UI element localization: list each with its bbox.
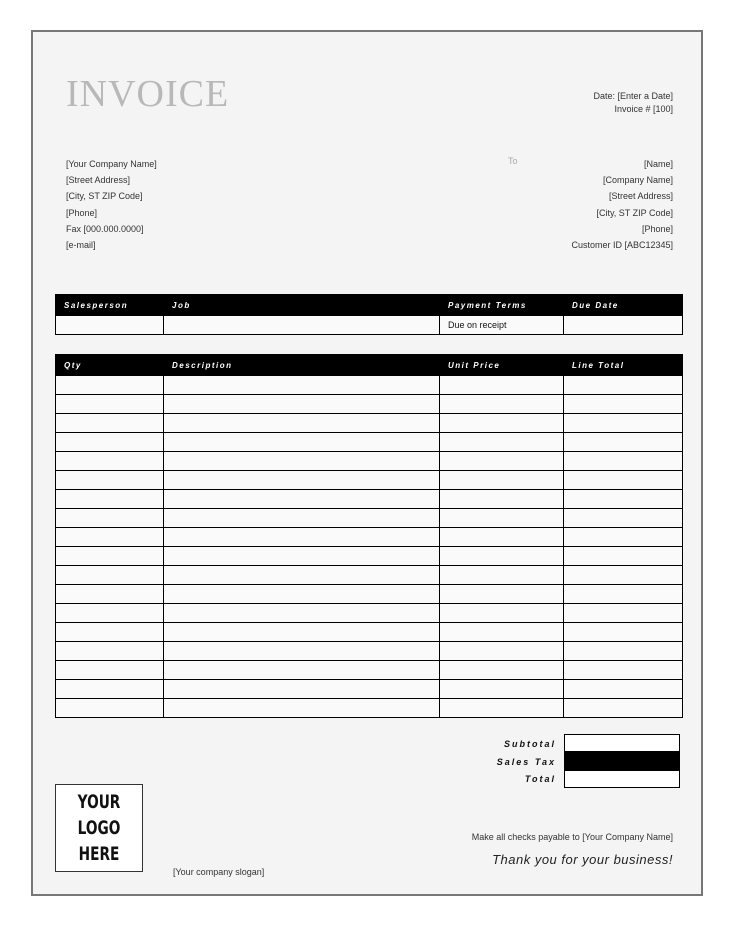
- date-field[interactable]: Date: [Enter a Date]: [593, 91, 673, 101]
- line-total-cell[interactable]: [564, 509, 683, 528]
- sender-city[interactable]: [City, ST ZIP Code]: [66, 191, 143, 202]
- unit-price-cell[interactable]: [440, 699, 564, 718]
- to-label: To: [508, 156, 518, 166]
- unit-price-cell[interactable]: [440, 661, 564, 680]
- sender-street[interactable]: [Street Address]: [66, 175, 131, 186]
- description-cell[interactable]: [164, 452, 440, 471]
- table-row: [56, 566, 683, 585]
- table-row: [56, 604, 683, 623]
- description-cell[interactable]: [164, 547, 440, 566]
- items-header-row: [56, 355, 683, 376]
- table-row: [56, 661, 683, 680]
- unit-price-cell[interactable]: [440, 623, 564, 642]
- description-cell[interactable]: [164, 623, 440, 642]
- description-cell[interactable]: [164, 376, 440, 395]
- table-row: [56, 528, 683, 547]
- description-cell[interactable]: [164, 680, 440, 699]
- due-date-cell[interactable]: [564, 316, 683, 335]
- line-total-cell[interactable]: [564, 528, 683, 547]
- line-total-cell[interactable]: [564, 547, 683, 566]
- totals-labels: [463, 736, 556, 789]
- unit-price-cell[interactable]: [440, 528, 564, 547]
- qty-cell[interactable]: [56, 395, 164, 414]
- line-total-cell[interactable]: [564, 433, 683, 452]
- payment-terms-cell[interactable]: Due on receipt: [440, 316, 564, 335]
- table-row: [56, 623, 683, 642]
- qty-cell[interactable]: [56, 509, 164, 528]
- table-row: [56, 414, 683, 433]
- table-row: [56, 680, 683, 699]
- qty-cell[interactable]: [56, 699, 164, 718]
- recipient-city[interactable]: [City, ST ZIP Code]: [596, 207, 673, 218]
- logo-line-1: YOUR LOGO: [77, 791, 121, 839]
- line-total-cell[interactable]: [564, 376, 683, 395]
- description-cell[interactable]: [164, 471, 440, 490]
- description-cell[interactable]: [164, 604, 440, 623]
- qty-cell[interactable]: [56, 547, 164, 566]
- unit-price-header: Unit Price: [440, 355, 564, 376]
- qty-cell[interactable]: [56, 642, 164, 661]
- table-row: [56, 452, 683, 471]
- sender-phone[interactable]: [Phone]: [66, 207, 98, 218]
- qty-cell[interactable]: [56, 414, 164, 433]
- line-total-cell[interactable]: [564, 395, 683, 414]
- table-row: [56, 509, 683, 528]
- line-total-cell[interactable]: [564, 623, 683, 642]
- unit-price-cell[interactable]: [440, 452, 564, 471]
- unit-price-cell[interactable]: [440, 395, 564, 414]
- due-date-header: Due Date: [564, 295, 683, 316]
- sales-tax-cell[interactable]: [564, 752, 680, 770]
- unit-price-cell[interactable]: [440, 433, 564, 452]
- table-row: [56, 547, 683, 566]
- description-cell[interactable]: [164, 699, 440, 718]
- recipient-block: [571, 156, 673, 253]
- qty-cell[interactable]: [56, 623, 164, 642]
- logo-line-2: HERE: [78, 843, 120, 865]
- sender-company[interactable]: [Your Company Name]: [66, 159, 157, 169]
- checks-payable-note: Make all checks payable to [Your Company Name]: [471, 832, 673, 842]
- line-total-cell[interactable]: [564, 490, 683, 509]
- salesperson-header: Salesperson: [56, 295, 164, 316]
- description-cell[interactable]: [164, 395, 440, 414]
- qty-cell[interactable]: [56, 585, 164, 604]
- line-total-cell[interactable]: [564, 604, 683, 623]
- qty-cell[interactable]: [56, 661, 164, 680]
- table-row: [56, 395, 683, 414]
- invoice-number-field[interactable]: Invoice # [100]: [614, 104, 673, 114]
- table-row: [56, 642, 683, 661]
- table-row: [56, 376, 683, 395]
- line-total-cell[interactable]: [564, 566, 683, 585]
- description-cell[interactable]: [164, 490, 440, 509]
- table-row: [56, 471, 683, 490]
- job-cell[interactable]: [164, 316, 440, 335]
- recipient-company[interactable]: [Company Name]: [602, 175, 673, 186]
- description-cell[interactable]: [164, 414, 440, 433]
- customer-id[interactable]: Customer ID [ABC12345]: [571, 240, 673, 251]
- payment-terms-header: Payment Terms: [440, 295, 564, 316]
- qty-cell[interactable]: [56, 604, 164, 623]
- subtotal-label: Subtotal: [504, 739, 556, 749]
- subtotal-cell[interactable]: [564, 734, 680, 752]
- qty-cell[interactable]: [56, 680, 164, 699]
- unit-price-cell[interactable]: [440, 490, 564, 509]
- unit-price-cell[interactable]: [440, 566, 564, 585]
- line-total-cell[interactable]: [564, 680, 683, 699]
- recipient-phone[interactable]: [Phone]: [641, 223, 673, 234]
- recipient-name[interactable]: [Name]: [643, 159, 673, 169]
- qty-cell[interactable]: [56, 566, 164, 585]
- company-slogan[interactable]: [Your company slogan]: [173, 867, 265, 877]
- line-total-cell[interactable]: [564, 699, 683, 718]
- thank-you-note: Thank you for your business!: [492, 852, 673, 867]
- job-header: Job: [164, 295, 440, 316]
- sender-block: [66, 156, 157, 253]
- qty-cell[interactable]: [56, 490, 164, 509]
- logo-placeholder[interactable]: [55, 784, 143, 872]
- qty-cell[interactable]: [56, 528, 164, 547]
- qty-cell[interactable]: [56, 471, 164, 490]
- description-cell[interactable]: [164, 661, 440, 680]
- line-total-cell[interactable]: [564, 414, 683, 433]
- description-cell[interactable]: [164, 585, 440, 604]
- description-cell[interactable]: [164, 528, 440, 547]
- line-total-cell[interactable]: [564, 471, 683, 490]
- description-cell[interactable]: [164, 642, 440, 661]
- unit-price-cell[interactable]: [440, 680, 564, 699]
- recipient-street[interactable]: [Street Address]: [608, 191, 673, 202]
- sales-table: [55, 294, 683, 335]
- unit-price-cell[interactable]: [440, 471, 564, 490]
- table-row: [56, 585, 683, 604]
- line-total-cell[interactable]: [564, 642, 683, 661]
- line-total-cell[interactable]: [564, 585, 683, 604]
- sales-tax-label: Sales Tax: [496, 756, 556, 767]
- qty-header: Qty: [56, 355, 164, 376]
- line-total-cell[interactable]: [564, 661, 683, 680]
- total-cell[interactable]: [564, 770, 680, 788]
- unit-price-cell[interactable]: [440, 376, 564, 395]
- unit-price-cell[interactable]: [440, 509, 564, 528]
- unit-price-cell[interactable]: [440, 547, 564, 566]
- sales-row: [56, 316, 683, 335]
- items-body: [56, 376, 683, 718]
- invoice-meta: [593, 90, 673, 116]
- unit-price-cell[interactable]: [440, 414, 564, 433]
- sender-fax[interactable]: Fax [000.000.0000]: [66, 223, 144, 234]
- qty-cell[interactable]: [56, 433, 164, 452]
- qty-cell[interactable]: [56, 376, 164, 395]
- table-row: [56, 433, 683, 452]
- line-items-table: [55, 354, 683, 718]
- sales-header-row: [56, 295, 683, 316]
- table-row: [56, 699, 683, 718]
- sender-email[interactable]: [e-mail]: [66, 240, 96, 251]
- description-cell[interactable]: [164, 433, 440, 452]
- table-row: [56, 490, 683, 509]
- unit-price-cell[interactable]: [440, 642, 564, 661]
- description-header: Description: [164, 355, 440, 376]
- unit-price-cell[interactable]: [440, 585, 564, 604]
- description-cell[interactable]: [164, 566, 440, 585]
- invoice-page: [31, 30, 703, 896]
- salesperson-cell[interactable]: [56, 316, 164, 335]
- total-label: Total: [524, 774, 556, 784]
- line-total-header: Line Total: [564, 355, 683, 376]
- line-total-cell[interactable]: [564, 452, 683, 471]
- unit-price-cell[interactable]: [440, 604, 564, 623]
- description-cell[interactable]: [164, 509, 440, 528]
- invoice-title: INVOICE: [66, 73, 230, 115]
- qty-cell[interactable]: [56, 452, 164, 471]
